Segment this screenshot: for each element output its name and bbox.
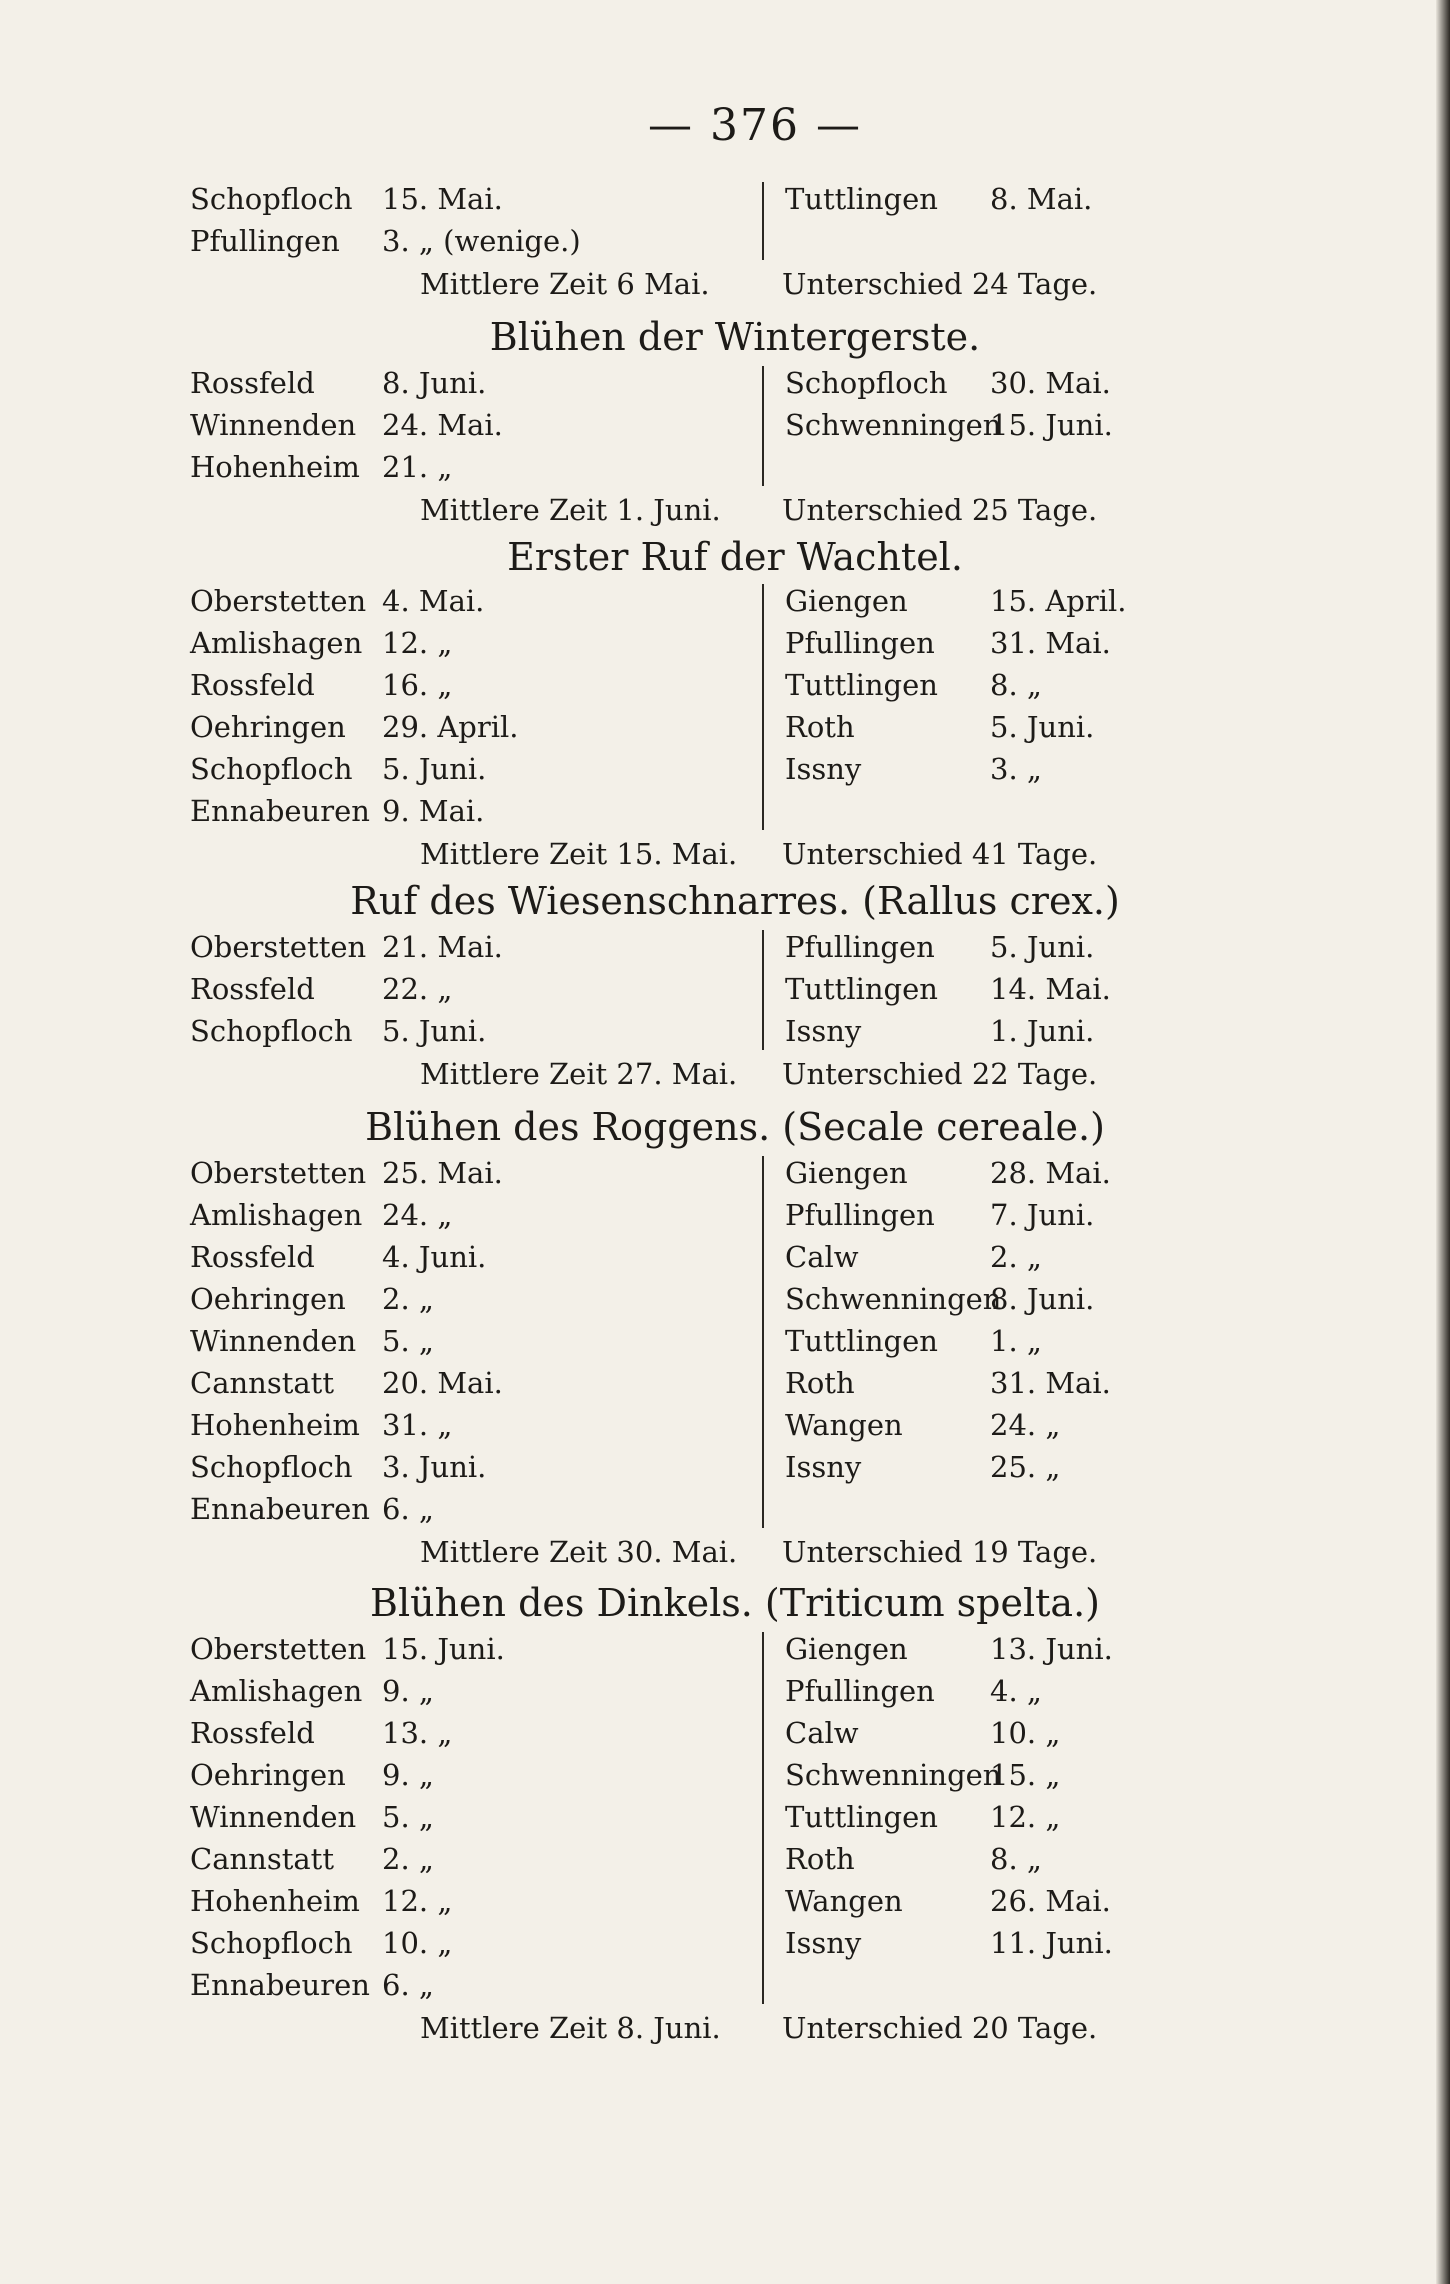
station-name: Cannstatt bbox=[190, 1366, 334, 1400]
observation-date: 4. Mai. bbox=[382, 584, 485, 618]
station-name: Oberstetten bbox=[190, 930, 367, 964]
station-name: Pfullingen bbox=[190, 224, 340, 258]
column-divider bbox=[762, 1156, 764, 1528]
observation-date: 5. Juni. bbox=[382, 1014, 487, 1048]
observation-date: 5. Juni. bbox=[990, 710, 1095, 744]
station-name: Roth bbox=[785, 1842, 855, 1876]
station-name: Oberstetten bbox=[190, 1156, 367, 1190]
observation-date: 5. „ bbox=[382, 1800, 434, 1834]
observation-date: 4. Juni. bbox=[382, 1240, 487, 1274]
station-row bbox=[0, 1236, 1430, 1278]
observation-date: 24. Mai. bbox=[382, 408, 503, 442]
station-name: Tuttlingen bbox=[785, 182, 938, 216]
station-row bbox=[0, 404, 1430, 446]
observation-date: 15. Juni. bbox=[990, 408, 1113, 442]
observation-date: 3. Juni. bbox=[382, 1450, 487, 1484]
observation-date: 31. Mai. bbox=[990, 1366, 1111, 1400]
station-name: Issny bbox=[785, 1926, 862, 1960]
station-name: Hohenheim bbox=[190, 1884, 360, 1918]
observation-date: 8. Juni. bbox=[990, 1282, 1095, 1316]
station-name: Calw bbox=[785, 1240, 859, 1274]
section-summary bbox=[0, 832, 1430, 876]
station-name: Oehringen bbox=[190, 1282, 346, 1316]
station-name: Hohenheim bbox=[190, 450, 360, 484]
station-name: Pfullingen bbox=[785, 930, 935, 964]
station-name: Schopfloch bbox=[190, 752, 353, 786]
station-row bbox=[0, 748, 1430, 790]
station-name: Schwenningen bbox=[785, 1758, 1002, 1792]
station-name: Giengen bbox=[785, 1632, 908, 1666]
station-name: Tuttlingen bbox=[785, 668, 938, 702]
station-name: Oberstetten bbox=[190, 584, 367, 618]
observation-date: 3. „ bbox=[990, 752, 1042, 786]
station-name: Calw bbox=[785, 1716, 859, 1750]
section-heading bbox=[0, 532, 1430, 582]
station-row bbox=[0, 1670, 1430, 1712]
station-name: Pfullingen bbox=[785, 1674, 935, 1708]
station-row bbox=[0, 220, 1430, 262]
observation-date: 9. „ bbox=[382, 1758, 434, 1792]
station-name: Roth bbox=[785, 1366, 855, 1400]
section-heading-text: Blühen des Roggens. (Secale cereale.) bbox=[365, 1105, 1105, 1149]
station-name: Schopfloch bbox=[190, 182, 353, 216]
mean-date: Mittlere Zeit 1. Juni. bbox=[420, 493, 721, 527]
difference-days: Unterschied 22 Tage. bbox=[782, 1057, 1098, 1091]
page-number: — 376 — bbox=[648, 100, 862, 151]
observation-date: 15. „ bbox=[990, 1758, 1061, 1792]
station-name: Winnenden bbox=[190, 408, 357, 442]
column-divider bbox=[762, 366, 764, 486]
mean-date: Mittlere Zeit 8. Juni. bbox=[420, 2011, 721, 2045]
station-name: Ennabeuren bbox=[190, 1492, 370, 1526]
station-name: Wangen bbox=[785, 1884, 903, 1918]
observation-date: 20. Mai. bbox=[382, 1366, 503, 1400]
section-heading bbox=[0, 312, 1430, 362]
section-summary bbox=[0, 1052, 1430, 1096]
observation-date: 10. „ bbox=[382, 1926, 453, 1960]
station-row bbox=[0, 1712, 1430, 1754]
station-name: Tuttlingen bbox=[785, 972, 938, 1006]
station-row bbox=[0, 1922, 1430, 1964]
section-summary bbox=[0, 2006, 1430, 2050]
observation-date: 25. „ bbox=[990, 1450, 1061, 1484]
station-name: Schopfloch bbox=[190, 1450, 353, 1484]
observation-date: 30. Mai. bbox=[990, 366, 1111, 400]
station-name: Rossfeld bbox=[190, 1240, 315, 1274]
observation-date: 8. Mai. bbox=[990, 182, 1093, 216]
station-name: Amlishagen bbox=[190, 626, 363, 660]
station-row bbox=[0, 178, 1430, 220]
section-heading-text: Erster Ruf der Wachtel. bbox=[507, 535, 963, 579]
observation-date: 28. Mai. bbox=[990, 1156, 1111, 1190]
station-name: Hohenheim bbox=[190, 1408, 360, 1442]
station-name: Issny bbox=[785, 752, 862, 786]
station-row bbox=[0, 926, 1430, 968]
column-divider bbox=[762, 930, 764, 1050]
observation-date: 12. „ bbox=[382, 1884, 453, 1918]
observation-date: 26. Mai. bbox=[990, 1884, 1111, 1918]
difference-days: Unterschied 19 Tage. bbox=[782, 1535, 1098, 1569]
observation-date: 1. Juni. bbox=[990, 1014, 1095, 1048]
station-row bbox=[0, 1880, 1430, 1922]
section-heading bbox=[0, 876, 1430, 926]
section-heading-text: Blühen des Dinkels. (Triticum spelta.) bbox=[370, 1581, 1100, 1625]
station-name: Pfullingen bbox=[785, 1198, 935, 1232]
station-row bbox=[0, 1362, 1430, 1404]
station-name: Amlishagen bbox=[190, 1674, 363, 1708]
station-name: Schwenningen bbox=[785, 408, 1002, 442]
mean-date: Mittlere Zeit 15. Mai. bbox=[420, 837, 738, 871]
station-name: Issny bbox=[785, 1450, 862, 1484]
station-row bbox=[0, 1796, 1430, 1838]
station-name: Rossfeld bbox=[190, 366, 315, 400]
observation-date: 5. Juni. bbox=[990, 930, 1095, 964]
station-name: Ennabeuren bbox=[190, 794, 370, 828]
observation-date: 6. „ bbox=[382, 1492, 434, 1526]
observation-date: 31. „ bbox=[382, 1408, 453, 1442]
station-row bbox=[0, 446, 1430, 488]
observation-date: 15. Juni. bbox=[382, 1632, 505, 1666]
station-name: Schopfloch bbox=[190, 1926, 353, 1960]
observation-date: 13. Juni. bbox=[990, 1632, 1113, 1666]
observation-date: 16. „ bbox=[382, 668, 453, 702]
station-name: Rossfeld bbox=[190, 668, 315, 702]
station-row bbox=[0, 1446, 1430, 1488]
section-summary bbox=[0, 1530, 1430, 1574]
observation-date: 22. „ bbox=[382, 972, 453, 1006]
observation-date: 13. „ bbox=[382, 1716, 453, 1750]
observation-date: 5. „ bbox=[382, 1324, 434, 1358]
station-name: Cannstatt bbox=[190, 1842, 334, 1876]
station-name: Schopfloch bbox=[190, 1014, 353, 1048]
station-row bbox=[0, 968, 1430, 1010]
station-row bbox=[0, 1754, 1430, 1796]
column-divider bbox=[762, 584, 764, 830]
observation-date: 29. April. bbox=[382, 710, 519, 744]
observation-date: 9. „ bbox=[382, 1674, 434, 1708]
observation-date: 11. Juni. bbox=[990, 1926, 1113, 1960]
observation-date: 5. Juni. bbox=[382, 752, 487, 786]
section-summary bbox=[0, 262, 1430, 306]
observation-date: 12. „ bbox=[382, 626, 453, 660]
station-name: Oehringen bbox=[190, 710, 346, 744]
observation-date: 6. „ bbox=[382, 1968, 434, 2002]
observation-date: 7. Juni. bbox=[990, 1198, 1095, 1232]
observation-date: 8. „ bbox=[990, 1842, 1042, 1876]
station-name: Rossfeld bbox=[190, 1716, 315, 1750]
station-name: Winnenden bbox=[190, 1800, 357, 1834]
station-row bbox=[0, 706, 1430, 748]
page-edge-shadow bbox=[1436, 0, 1450, 2284]
station-row bbox=[0, 1278, 1430, 1320]
station-row bbox=[0, 362, 1430, 404]
station-name: Giengen bbox=[785, 584, 908, 618]
observation-date: 1. „ bbox=[990, 1324, 1042, 1358]
observation-date: 8. „ bbox=[990, 668, 1042, 702]
section-heading bbox=[0, 1578, 1430, 1628]
difference-days: Unterschied 24 Tage. bbox=[782, 267, 1098, 301]
station-name: Ennabeuren bbox=[190, 1968, 370, 2002]
station-row bbox=[0, 622, 1430, 664]
station-name: Tuttlingen bbox=[785, 1800, 938, 1834]
observation-date: 15. April. bbox=[990, 584, 1127, 618]
difference-days: Unterschied 25 Tage. bbox=[782, 493, 1098, 527]
mean-date: Mittlere Zeit 6 Mai. bbox=[420, 267, 710, 301]
observation-date: 15. Mai. bbox=[382, 182, 503, 216]
station-name: Pfullingen bbox=[785, 626, 935, 660]
observation-date: 10. „ bbox=[990, 1716, 1061, 1750]
observation-date: 3. „ (wenige.) bbox=[382, 224, 581, 258]
station-name: Schwenningen bbox=[785, 1282, 1002, 1316]
observation-date: 24. „ bbox=[382, 1198, 453, 1232]
observation-date: 21. Mai. bbox=[382, 930, 503, 964]
observation-date: 4. „ bbox=[990, 1674, 1042, 1708]
section-heading bbox=[0, 1102, 1430, 1152]
station-row bbox=[0, 1404, 1430, 1446]
station-name: Tuttlingen bbox=[785, 1324, 938, 1358]
observation-date: 31. Mai. bbox=[990, 626, 1111, 660]
station-name: Roth bbox=[785, 710, 855, 744]
difference-days: Unterschied 41 Tage. bbox=[782, 837, 1098, 871]
station-row bbox=[0, 1488, 1430, 1530]
observation-date: 2. „ bbox=[382, 1282, 434, 1316]
section-heading-text: Ruf des Wiesenschnarres. (Rallus crex.) bbox=[350, 879, 1120, 923]
station-name: Schopfloch bbox=[785, 366, 948, 400]
station-row bbox=[0, 1628, 1430, 1670]
mean-date: Mittlere Zeit 27. Mai. bbox=[420, 1057, 738, 1091]
section-heading-text: Blühen der Wintergerste. bbox=[489, 315, 981, 359]
station-row bbox=[0, 1010, 1430, 1052]
station-row bbox=[0, 1838, 1430, 1880]
station-name: Wangen bbox=[785, 1408, 903, 1442]
observation-date: 2. „ bbox=[382, 1842, 434, 1876]
observation-date: 21. „ bbox=[382, 450, 453, 484]
station-row bbox=[0, 664, 1430, 706]
station-name: Winnenden bbox=[190, 1324, 357, 1358]
station-name: Issny bbox=[785, 1014, 862, 1048]
observation-date: 2. „ bbox=[990, 1240, 1042, 1274]
station-name: Amlishagen bbox=[190, 1198, 363, 1232]
station-row bbox=[0, 1964, 1430, 2006]
mean-date: Mittlere Zeit 30. Mai. bbox=[420, 1535, 738, 1569]
station-name: Oberstetten bbox=[190, 1632, 367, 1666]
observation-date: 25. Mai. bbox=[382, 1156, 503, 1190]
station-name: Oehringen bbox=[190, 1758, 346, 1792]
observation-date: 9. Mai. bbox=[382, 794, 485, 828]
section-summary bbox=[0, 488, 1430, 532]
observation-date: 14. Mai. bbox=[990, 972, 1111, 1006]
station-name: Rossfeld bbox=[190, 972, 315, 1006]
column-divider bbox=[762, 182, 764, 260]
station-row bbox=[0, 1320, 1430, 1362]
station-row bbox=[0, 790, 1430, 832]
observation-date: 8. Juni. bbox=[382, 366, 487, 400]
difference-days: Unterschied 20 Tage. bbox=[782, 2011, 1098, 2045]
station-row bbox=[0, 580, 1430, 622]
station-row bbox=[0, 1194, 1430, 1236]
station-name: Giengen bbox=[785, 1156, 908, 1190]
column-divider bbox=[762, 1632, 764, 2004]
station-row bbox=[0, 1152, 1430, 1194]
observation-date: 24. „ bbox=[990, 1408, 1061, 1442]
observation-date: 12. „ bbox=[990, 1800, 1061, 1834]
